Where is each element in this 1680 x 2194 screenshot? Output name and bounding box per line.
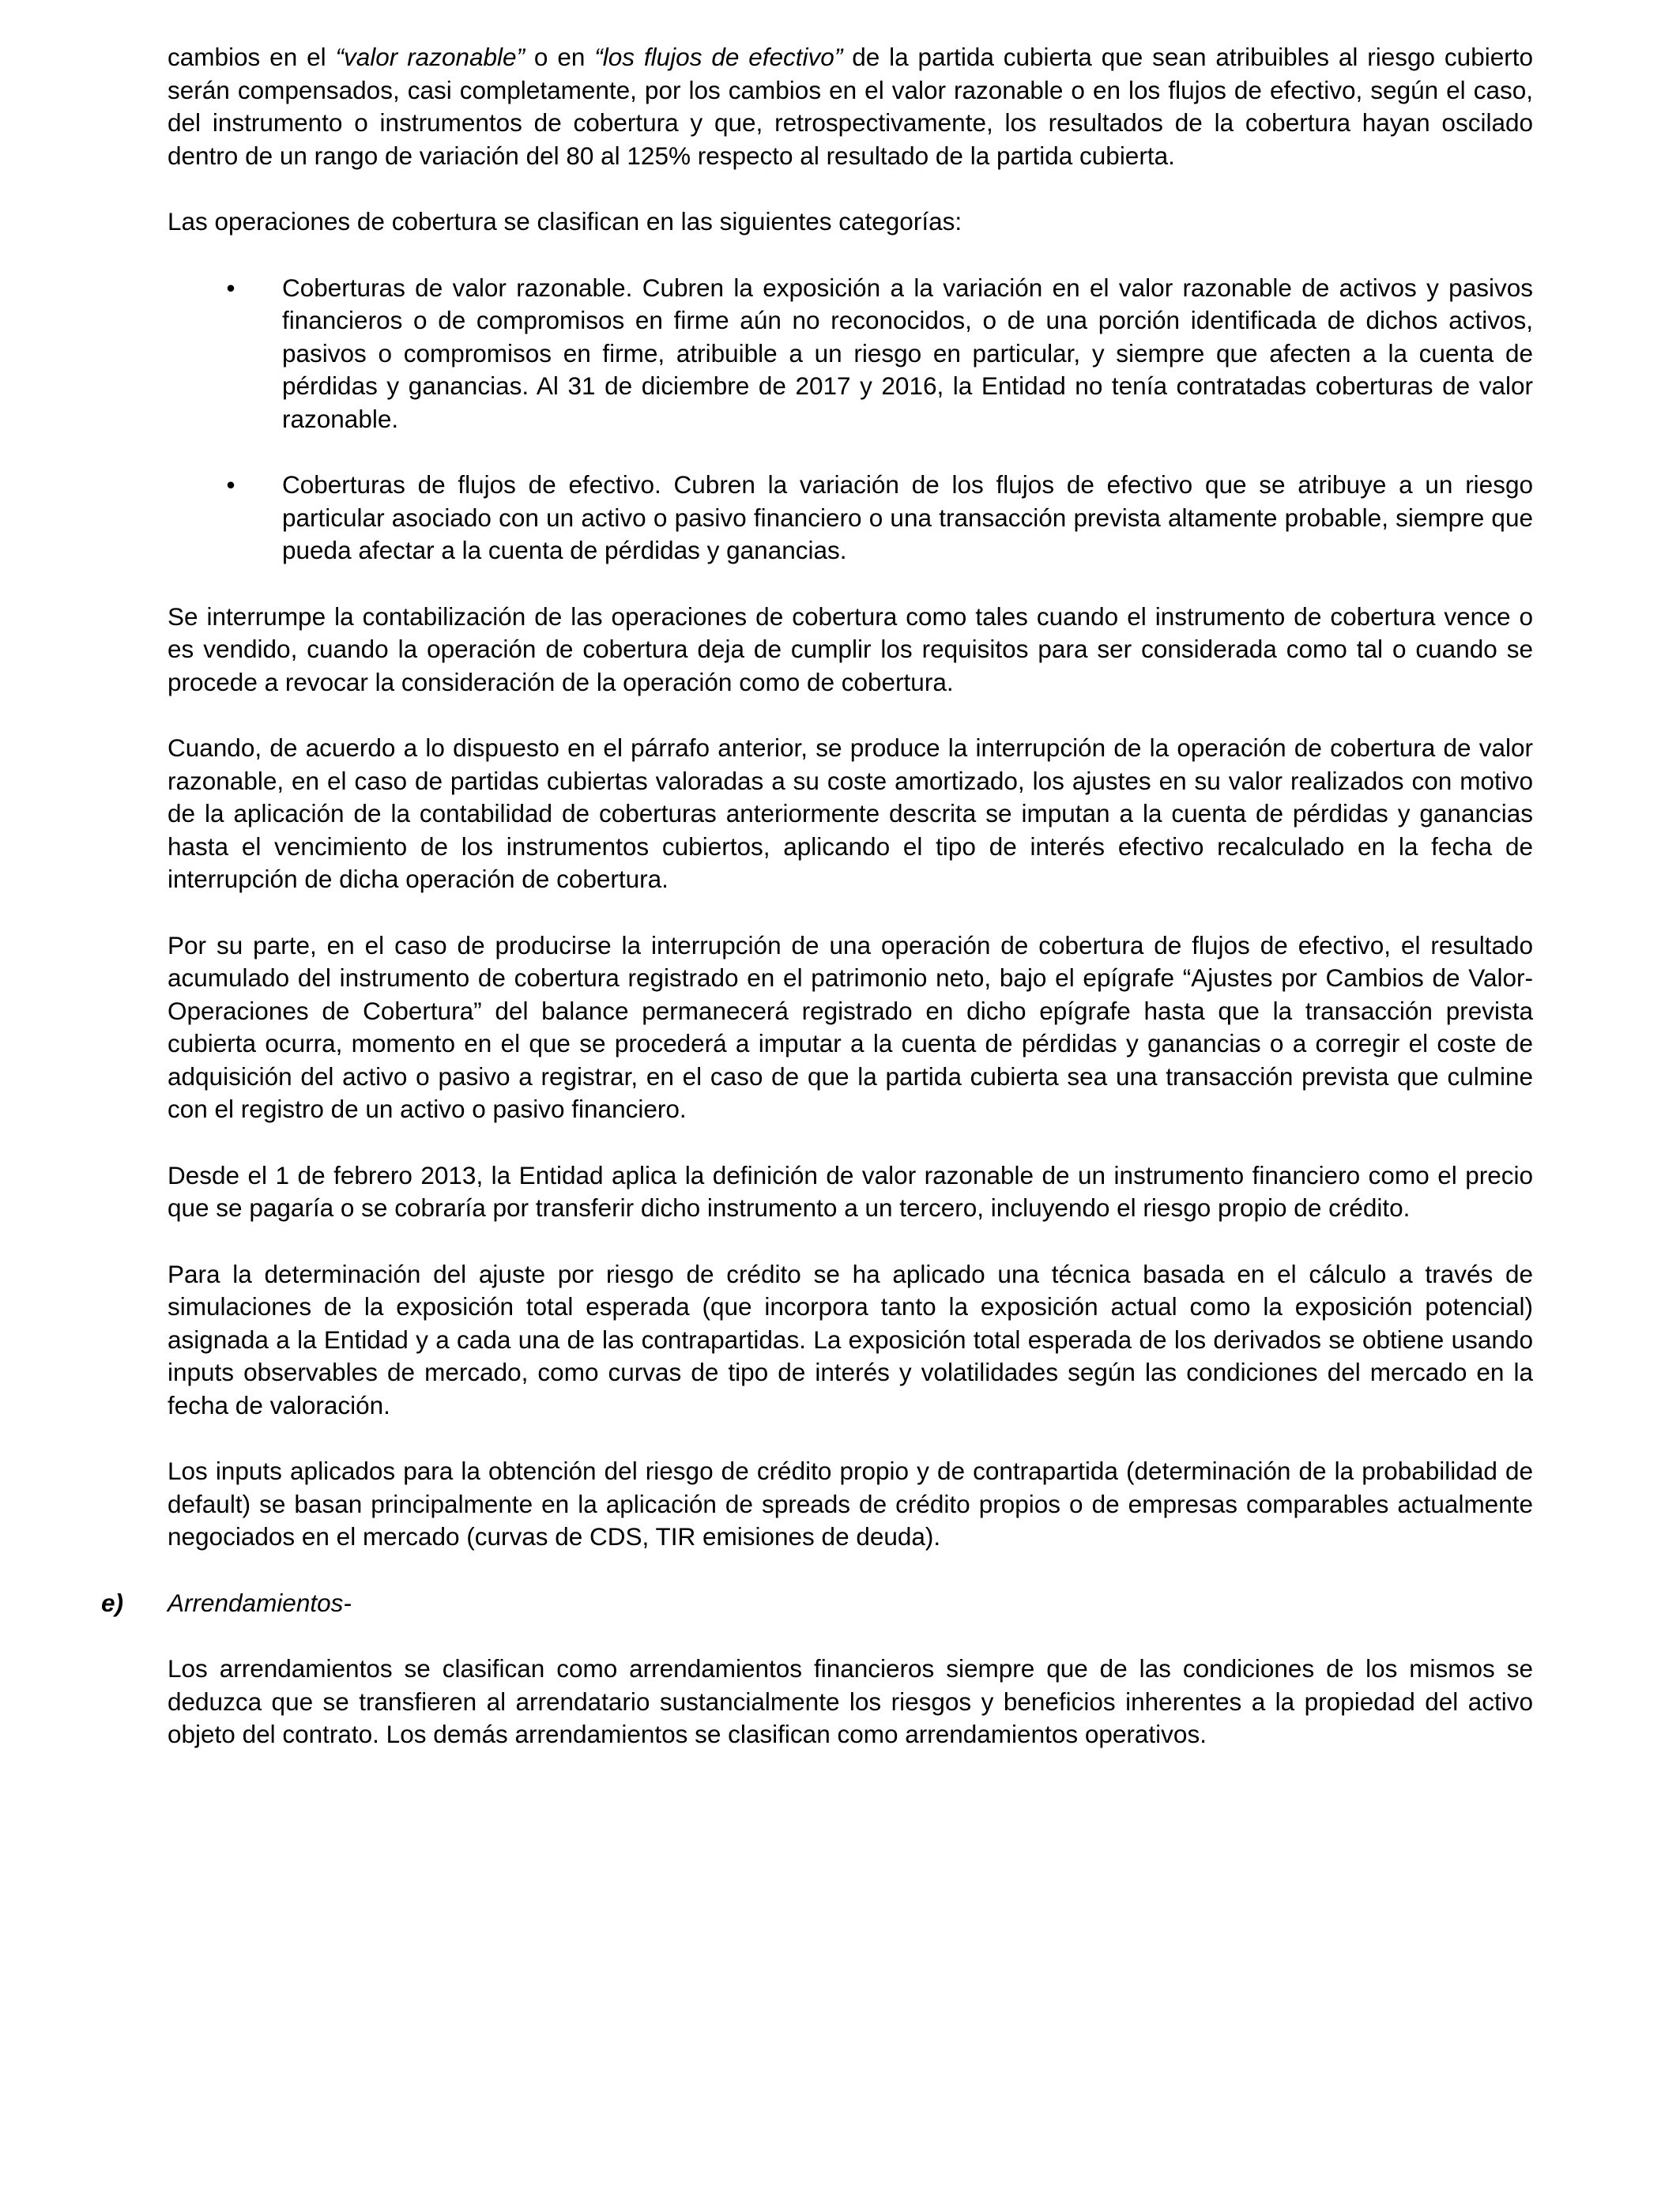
bullet-dot-icon: • (226, 273, 235, 302)
section-letter: e) (101, 1588, 124, 1617)
paragraph-hedge-categories: Las operaciones de cobertura se clasifican en las siguientes categorías: (168, 207, 962, 236)
paragraph-hedge-interruption: Se interrumpe la contabilización de las operaciones de cobertura como tales cuando el instrumento de cobertura vence o es vendido, cuando la operación de cobertura deja de cumplir los requisitos para ser considerada como tal o cuando se procede a revocar la consideración de la operación como de cobertura. (168, 601, 1533, 696)
list-item-fair-value-hedges (226, 272, 1533, 436)
bullet-dot-icon: • (226, 470, 235, 499)
paragraph-leases-classification: Los arrendamientos se clasifican como arrendamientos financieros siempre que de las condiciones de los mismos se deduzca que se transfieren al arrendatario sustancialmente los riesgos y beneficios inherentes a la propiedad del activo objeto del contrato. Los demás arrendamientos se clasifican como arrendamientos operativos. (168, 1654, 1533, 1748)
text-run: de la partida cubierta que sean atribuibles al riesgo cubierto serán compensados, casi completamente, por los cambios en el valor razonable o en los flujos de efectivo, según el caso, del instrumento o instrumentos de cobertura y que, retrospectivamente, los resultados de la cobertura hayan oscilado dentro de un rango de variación del 80 al 125% respecto al resultado de la partida cubierta. (168, 43, 1533, 170)
paragraph-fair-value-definition: Desde el 1 de febrero 2013, la Entidad aplica la definición de valor razonable de un instrumento financiero como el precio que se pagaría o se cobraría por transferir dicho instrumento a un tercero, incluyendo el riesgo propio de crédito. (168, 1160, 1533, 1222)
hedge-categories-list (168, 272, 1533, 567)
section-title: Arrendamientos- (168, 1588, 352, 1617)
paragraph-fair-value-interruption: Cuando, de acuerdo a lo dispuesto en el párrafo anterior, se produce la interrupción de la operación de cobertura de valor razonable, en el caso de partidas cubiertas valoradas a su coste amortizado, los ajustes en su valor realizados con motivo de la aplicación de la contabilidad de coberturas anteriormente descrita se imputan a la cuenta de pérdidas y ganancias hasta el vencimiento de los instrumentos cubiertos, aplicando el tipo de interés efectivo recalculado en la fecha de interrupción de dicha operación de cobertura. (168, 733, 1533, 893)
italic-term-valor-razonable: “valor razonable” (335, 43, 525, 71)
document-page (101, 41, 1533, 1785)
list-item-cash-flow-hedges (226, 469, 1533, 567)
paragraph-credit-risk-adjustment: Para la determinación del ajuste por riesgo de crédito se ha aplicado una técnica basada en el cálculo a través de simulaciones de la exposición total esperada (que incorpora tanto la exposición actual como la exposición potencial) asignada a la Entidad y a cada una de las contrapartidas. La exposición total esperada de los derivados se obtiene usando inputs observables de mercado, como curvas de tipo de interés y volatilidades según las condiciones del mercado en la fecha de valoración. (168, 1259, 1533, 1419)
list-item-text: Coberturas de flujos de efectivo. Cubren la variación de los flujos de efectivo que se atribuye a un riesgo particular asociado con un activo o pasivo financiero o una transacción prevista altamente probable, siempre que pueda afectar a la cuenta de pérdidas y ganancias. (282, 470, 1533, 564)
paragraph-cash-flow-interruption: Por su parte, en el caso de producirse la interrupción de una operación de cobertura de flujos de efectivo, el resultado acumulado del instrumento de cobertura registrado en el patrimonio neto, bajo el epígrafe “Ajustes por Cambios de Valor-Operaciones de Cobertura” del balance permanecerá registrado en dicho epígrafe hasta que la transacción prevista cubierta ocurra, momento en el que se procederá a imputar a la cuenta de pérdidas y ganancias o a corregir el coste de adquisición del activo o pasivo a registrar, en el caso de que la partida cubierta sea una transacción prevista que culmine con el registro de un activo o pasivo financiero. (168, 930, 1533, 1123)
text-run: o en (525, 43, 595, 71)
text-run: cambios en el (168, 43, 336, 71)
list-item-text: Coberturas de valor razonable. Cubren la exposición a la variación en el valor razonable de activos y pasivos financieros o de compromisos en firme aún no reconocidos, o de una porción identificada de dichos activos, pasivos o compromisos en firme, atribuible a un riesgo en particular, y siempre que afecten a la cuenta de pérdidas y ganancias. Al 31 de diciembre de 2017 y 2016, la Entidad no tenía contratadas coberturas de valor razonable. (282, 273, 1533, 433)
section-heading-leases (101, 1587, 1533, 1620)
paragraph-credit-risk-inputs: Los inputs aplicados para la obtención del riesgo de crédito propio y de contrapartida (determinación de la probabilidad de default) se basan principalmente en la aplicación de spreads de crédito propios o de empresas comparables actualmente negociados en el mercado (curvas de CDS, TIR emisiones de deuda). (168, 1457, 1533, 1551)
italic-term-flujos-de-efectivo: “los flujos de efectivo” (594, 43, 843, 71)
paragraph-hedge-effectiveness (168, 41, 1533, 172)
